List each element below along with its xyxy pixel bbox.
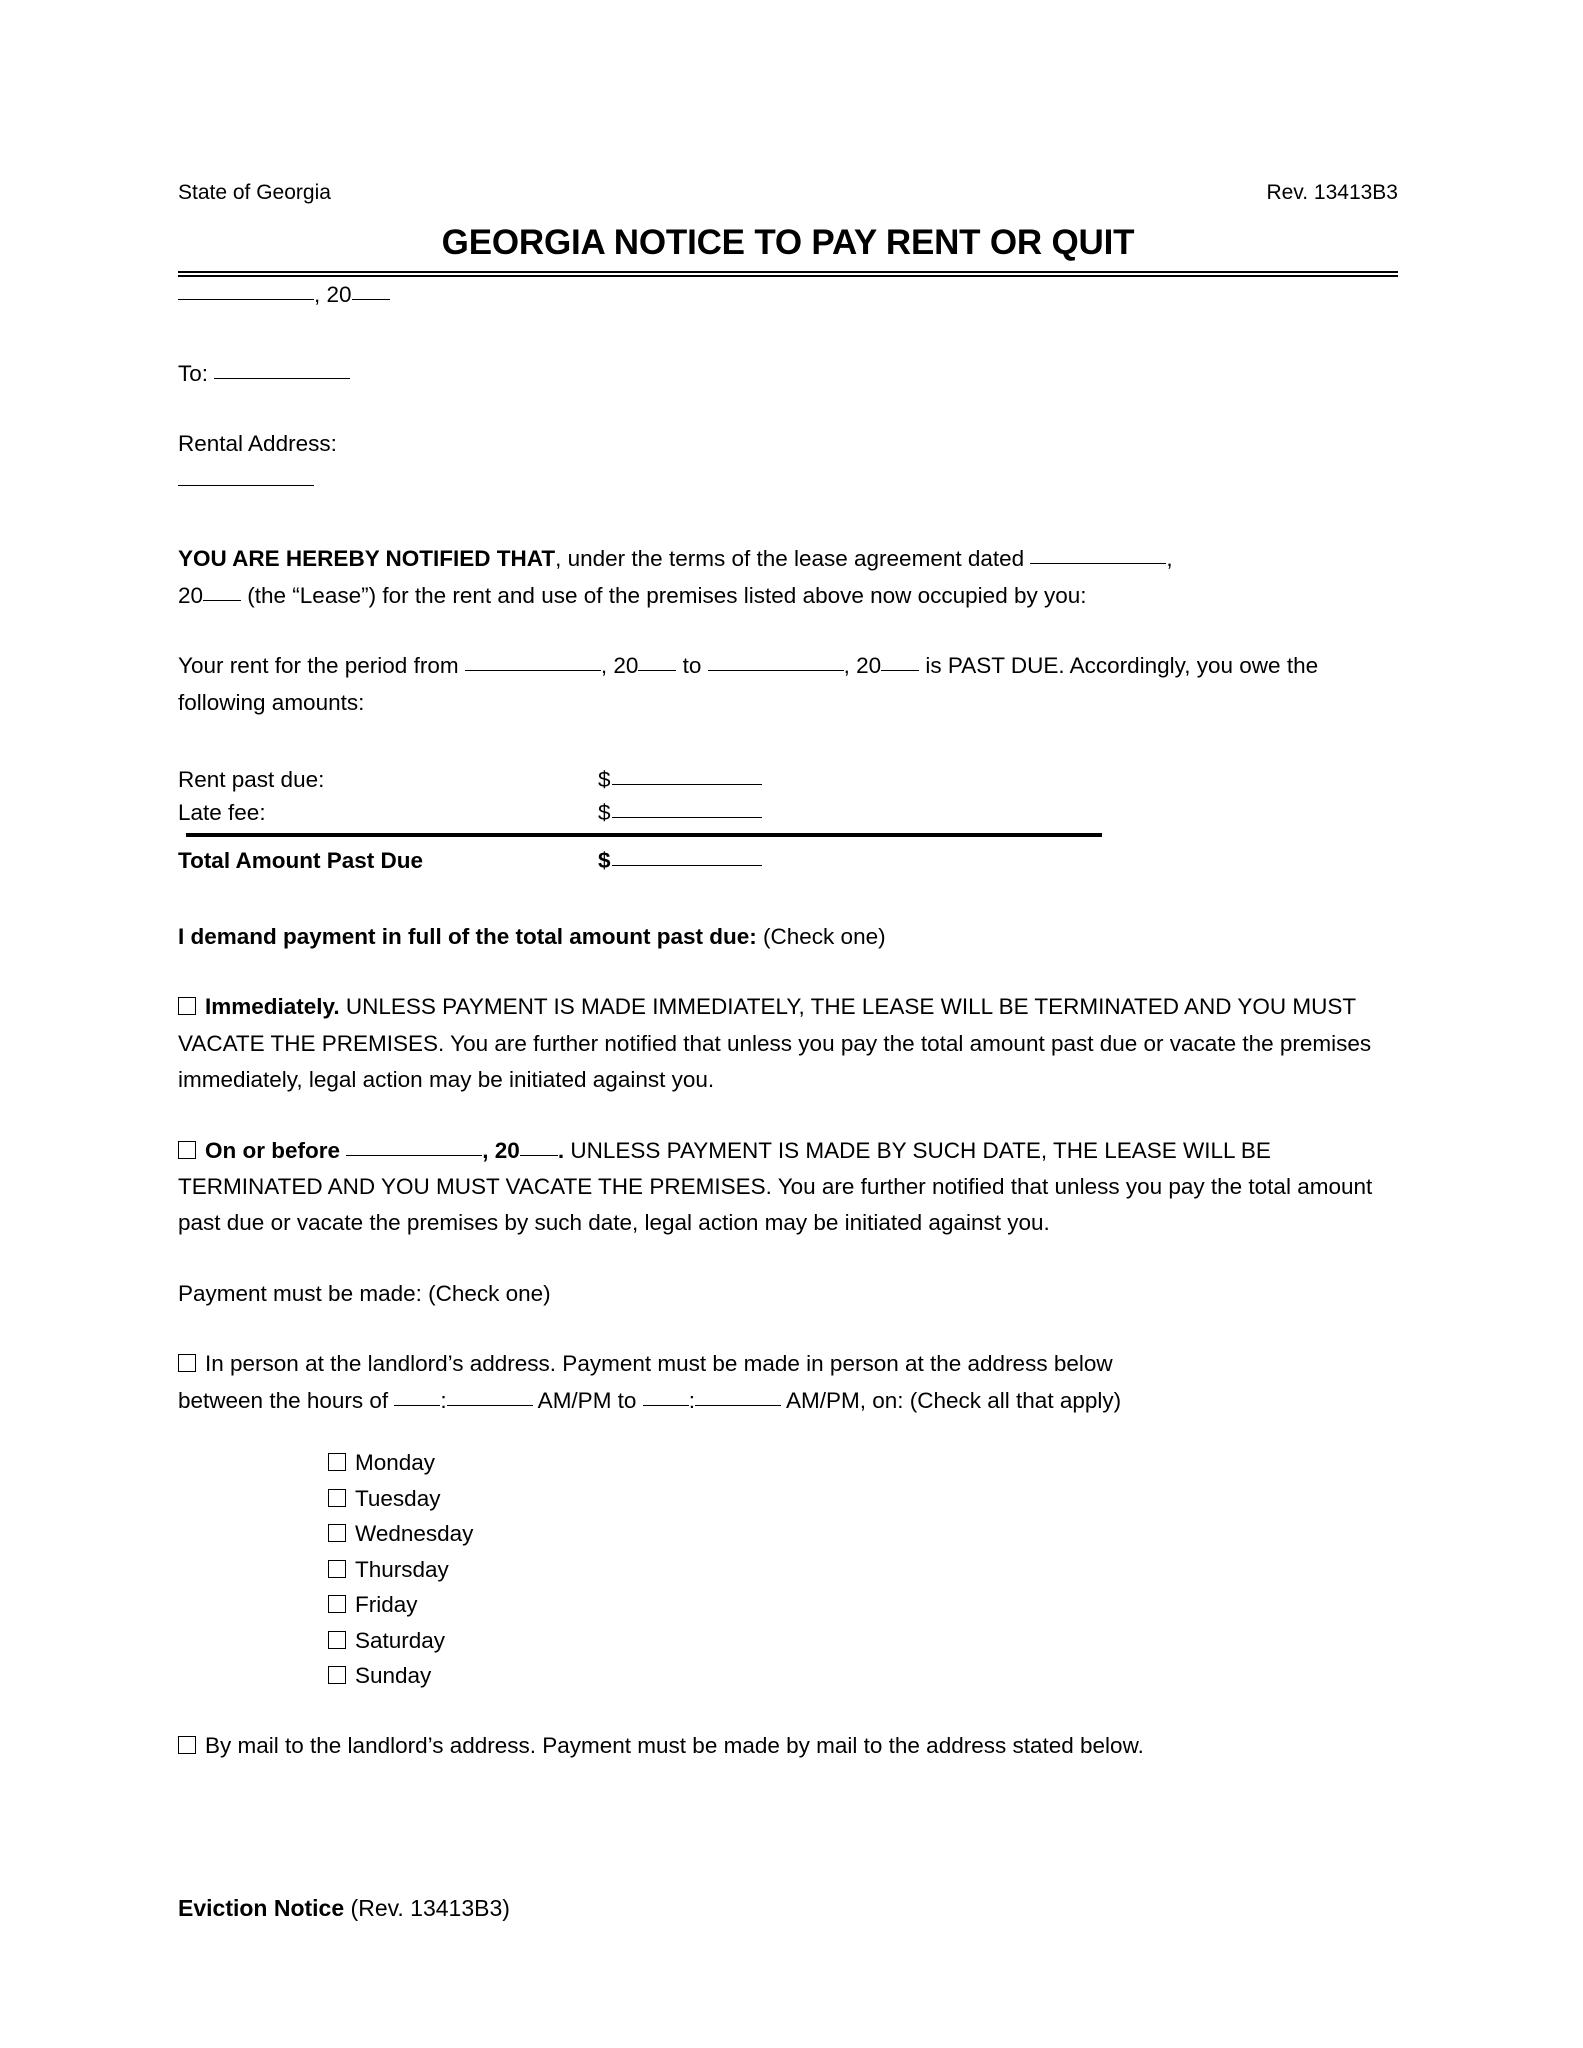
footer-revision: (Rev. 13413B3) [344, 1895, 510, 1921]
end-hour-blank[interactable] [643, 1405, 689, 1406]
end-minute-blank[interactable] [695, 1405, 781, 1406]
period-part1: Your rent for the period from [178, 653, 465, 679]
currency-symbol: $ [598, 766, 611, 792]
day-item-monday[interactable] [328, 1445, 1398, 1481]
period-part5: is PAST DUE. Accordingly, you owe the following amounts: [178, 653, 1319, 715]
state-label: State of Georgia [178, 181, 331, 204]
notified-part3: 20 [178, 582, 204, 608]
late-fee-label: Late fee: [178, 800, 266, 826]
spacer [178, 314, 1398, 356]
spacer [178, 1694, 1398, 1728]
period-part3: to [676, 653, 708, 679]
day-item-sunday[interactable] [328, 1658, 1398, 1694]
total-past-due-blank[interactable] [612, 865, 762, 866]
period-part4: , 20 [843, 653, 882, 679]
option-on-or-before-bold-mid: , 20 [482, 1137, 520, 1163]
spacer [178, 1312, 1398, 1346]
period-from-blank[interactable] [465, 670, 601, 671]
demand-heading [178, 919, 1398, 955]
checkbox-saturday[interactable] [328, 1631, 346, 1649]
option-immediately-bold: Immediately. [205, 994, 340, 1020]
option-on-or-before-bold-lead: On or before [205, 1137, 341, 1163]
option-by-mail[interactable] [178, 1728, 1398, 1764]
document-header [178, 180, 1398, 205]
start-minute-blank[interactable] [447, 1405, 533, 1406]
day-label: Friday [355, 1592, 418, 1618]
period-part2: , 20 [600, 653, 639, 679]
rental-address-label: Rental Address: [178, 431, 337, 457]
currency-symbol: $ [598, 800, 611, 826]
date-year-blank[interactable] [352, 299, 390, 300]
rent-past-due-label: Rent past due: [178, 766, 325, 792]
spacer [178, 1242, 1398, 1276]
document-content [178, 180, 1398, 1764]
end-time-colon: : [688, 1387, 695, 1413]
spacer [178, 877, 1398, 919]
spacer [178, 392, 1398, 426]
lease-date-blank[interactable] [1030, 563, 1166, 564]
option-on-or-before[interactable] [178, 1133, 1398, 1242]
day-label: Wednesday [355, 1521, 474, 1547]
option-by-mail-text: By mail to the landlord’s address. Payment must be made by mail to the address stated below. [205, 1733, 1144, 1759]
table-row [178, 796, 1398, 829]
checkbox-tuesday[interactable] [328, 1489, 346, 1507]
option-in-person-line2-part1: between the hours of [178, 1387, 395, 1413]
payment-method-heading: Payment must be made: (Check one) [178, 1280, 551, 1306]
day-label: Sunday [355, 1663, 432, 1689]
page-title: GEORGIA NOTICE TO PAY RENT OR QUIT [441, 223, 1135, 263]
checkbox-immediately[interactable] [178, 997, 196, 1015]
late-fee-blank[interactable] [612, 817, 762, 818]
spacer [178, 1099, 1398, 1133]
day-label: Tuesday [355, 1485, 441, 1511]
day-item-thursday[interactable] [328, 1552, 1398, 1588]
total-past-due-label: Total Amount Past Due [178, 847, 424, 873]
option-on-or-before-text: UNLESS PAYMENT IS MADE BY SUCH DATE, THE LEASE WILL BE TERMINATED AND YOU MUST VACATE THE PREMISES. You are further notified that unless you pay the total amount past due or vacate the premises by such date, legal action may be initiated against you. [178, 1137, 1373, 1236]
table-row [178, 763, 1398, 796]
period-to-blank[interactable] [708, 670, 844, 671]
day-label: Thursday [355, 1556, 449, 1582]
option-on-or-before-bold-end: . [557, 1137, 565, 1163]
late-fee-value [598, 796, 762, 829]
checkbox-by-mail[interactable] [178, 1736, 196, 1754]
day-label: Monday [355, 1450, 436, 1476]
day-label: Saturday [355, 1627, 446, 1653]
to-line [178, 356, 1398, 392]
to-blank[interactable] [214, 378, 350, 379]
rent-past-due-blank[interactable] [612, 784, 762, 785]
rent-past-due-value [598, 763, 762, 796]
notified-part4: (the “Lease”) for the rent and use of the premises listed above now occupied by you: [241, 582, 1087, 608]
notified-part1: , under the terms of the lease agreement dated [555, 546, 1031, 572]
option-immediately[interactable] [178, 989, 1398, 1098]
option-in-person[interactable] [178, 1346, 1398, 1419]
checkbox-on-or-before[interactable] [178, 1141, 196, 1159]
to-label: To: [178, 360, 209, 386]
notified-paragraph [178, 541, 1398, 614]
table-row-total [178, 844, 1398, 877]
on-or-before-year-blank[interactable] [520, 1155, 558, 1156]
total-past-due-value [598, 844, 762, 877]
period-to-year-blank[interactable] [881, 670, 919, 671]
period-from-year-blank[interactable] [638, 670, 676, 671]
rental-address-blank[interactable] [178, 485, 314, 486]
spacer [178, 1419, 1398, 1445]
spacer [178, 955, 1398, 989]
day-item-saturday[interactable] [328, 1623, 1398, 1659]
day-item-friday[interactable] [328, 1587, 1398, 1623]
option-in-person-line2-part3: AM/PM, on: (Check all that apply) [780, 1387, 1122, 1413]
notified-part2: , [1166, 546, 1173, 572]
currency-symbol: $ [598, 847, 611, 873]
day-item-tuesday[interactable] [328, 1481, 1398, 1517]
option-in-person-line2-part2: AM/PM to [532, 1387, 643, 1413]
checkbox-sunday[interactable] [328, 1666, 346, 1684]
rental-address-line [178, 463, 1398, 499]
document-body [178, 277, 1398, 1764]
on-or-before-date-blank[interactable] [346, 1155, 482, 1156]
date-line [178, 277, 1398, 313]
checkbox-monday[interactable] [328, 1453, 346, 1471]
date-year-prefix: , 20 [314, 282, 352, 308]
checkbox-thursday[interactable] [328, 1560, 346, 1578]
footer-title: Eviction Notice [178, 1895, 345, 1921]
start-hour-blank[interactable] [394, 1405, 440, 1406]
option-in-person-line1: In person at the landlord’s address. Payment must be made in person at the address below [205, 1351, 1113, 1377]
checkbox-friday[interactable] [328, 1595, 346, 1613]
spacer [178, 614, 1398, 648]
notified-bold-lead: YOU ARE HEREBY NOTIFIED THAT [178, 546, 556, 572]
spacer [178, 499, 1398, 541]
demand-heading-bold: I demand payment in full of the total amount past due: [178, 923, 757, 949]
demand-heading-normal: (Check one) [756, 923, 886, 949]
day-item-wednesday[interactable] [328, 1516, 1398, 1552]
lease-year-blank[interactable] [203, 600, 241, 601]
checkbox-in-person[interactable] [178, 1354, 196, 1372]
days-checkbox-group [328, 1445, 1398, 1694]
revision-label: Rev. 13413B3 [1266, 181, 1398, 204]
period-paragraph [178, 648, 1398, 721]
option-immediately-text: UNLESS PAYMENT IS MADE IMMEDIATELY, THE LEASE WILL BE TERMINATED AND YOU MUST VACATE THE PREMISES. You are further notified that unless you pay the total amount past due or vacate the premises immediately, legal action may be initiated against you. [178, 994, 1372, 1093]
document-footer [178, 1895, 510, 1922]
start-time-colon: : [440, 1387, 447, 1413]
amounts-total-rule [186, 833, 1102, 837]
checkbox-wednesday[interactable] [328, 1524, 346, 1542]
date-month-blank[interactable] [178, 299, 314, 300]
amounts-table [178, 763, 1398, 877]
